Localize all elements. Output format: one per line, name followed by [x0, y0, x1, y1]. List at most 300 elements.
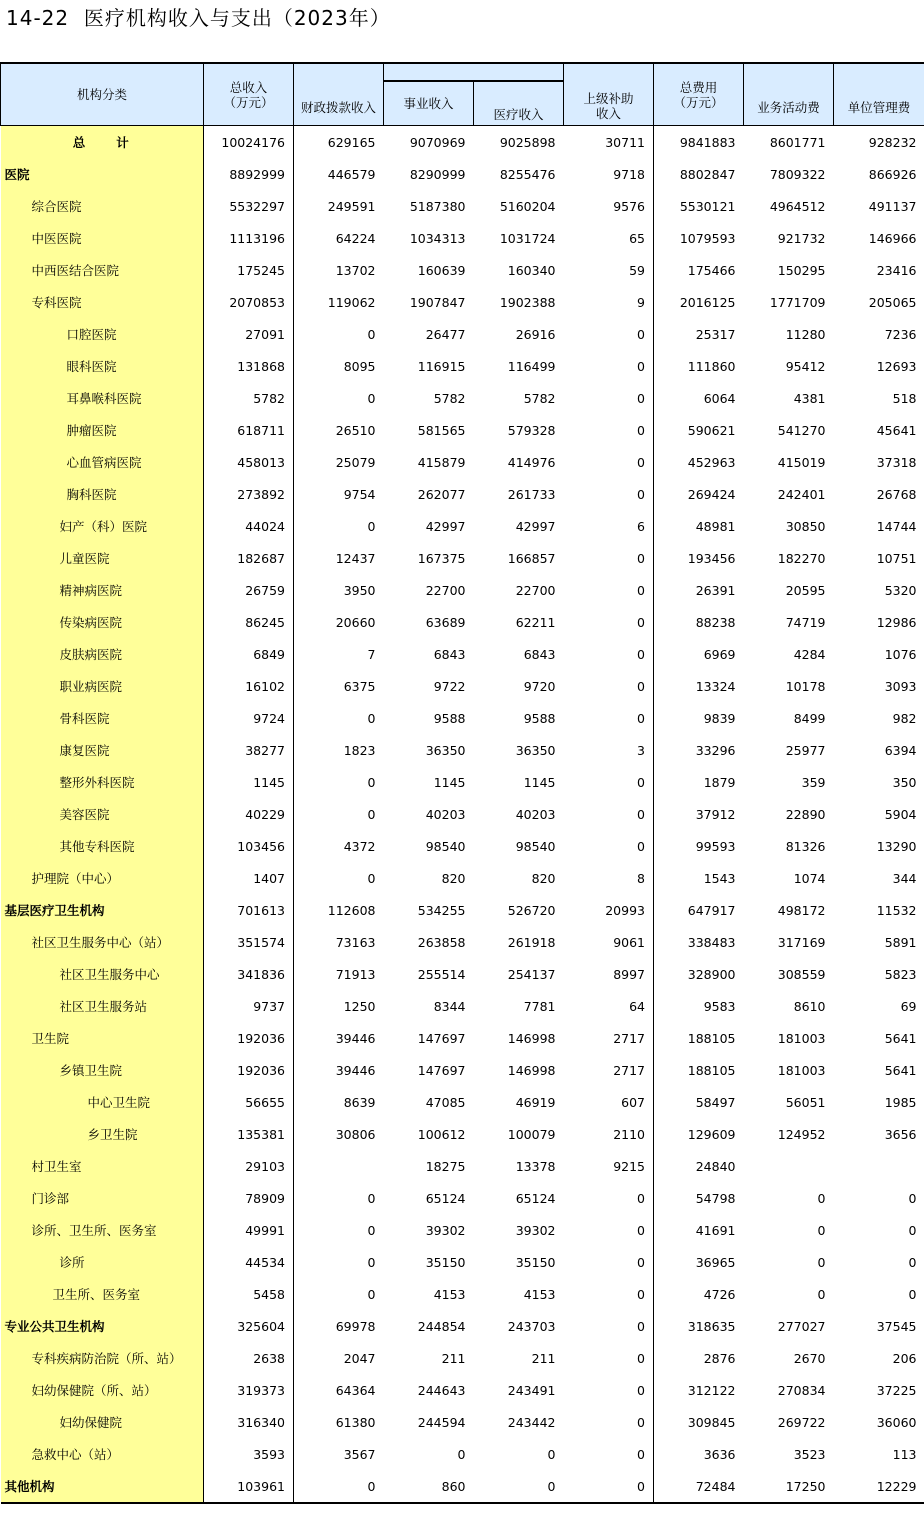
table-row — [1, 126, 924, 159]
value-cell: 0 — [908, 1222, 917, 1238]
value-cell: 534255 — [417, 902, 466, 918]
value-cell: 37912 — [695, 806, 736, 822]
value-cell: 273892 — [204, 478, 294, 510]
row-category-cell: 村卫生室 — [1, 1150, 204, 1182]
value-cell: 36060 — [876, 1414, 917, 1430]
value-cell: 69 — [900, 998, 917, 1014]
value-cell: 65124 — [515, 1190, 556, 1206]
value-cell: 37545 — [876, 1318, 917, 1334]
value-cell: 9754 — [343, 486, 376, 502]
value-cell: 860 — [384, 1470, 474, 1503]
value-cell: 99593 — [695, 838, 736, 854]
value-cell: 3593 — [204, 1438, 294, 1470]
value-cell: 8997 — [564, 958, 654, 990]
value-cell: 325604 — [204, 1310, 294, 1342]
value-cell: 211 — [531, 1350, 556, 1366]
row-category-cell: 妇幼保健院 — [1, 1406, 204, 1438]
value-cell: 39446 — [335, 1030, 376, 1046]
value-cell: 192036 — [204, 1054, 294, 1086]
value-cell: 95412 — [785, 358, 826, 374]
table-row — [1, 798, 924, 830]
value-cell: 579328 — [507, 422, 556, 438]
table-row — [1, 190, 924, 222]
value-cell: 10024176 — [204, 126, 294, 159]
value-cell: 0 — [564, 414, 654, 446]
value-cell: 44534 — [204, 1246, 294, 1278]
value-cell: 312122 — [687, 1382, 736, 1398]
value-cell: 270834 — [777, 1382, 826, 1398]
value-cell: 35150 — [515, 1254, 556, 1270]
value-cell: 20595 — [785, 582, 826, 598]
value-cell: 0 — [564, 1246, 654, 1278]
row-category-cell: 护理院（中心） — [1, 862, 204, 894]
value-cell: 5641 — [884, 1062, 917, 1078]
value-cell: 1907847 — [409, 294, 466, 310]
value-cell: 150295 — [777, 262, 826, 278]
value-cell: 4153 — [523, 1286, 556, 1302]
value-cell: 49991 — [204, 1214, 294, 1246]
value-cell: 618711 — [204, 414, 294, 446]
value-cell: 25317 — [695, 326, 736, 342]
value-cell: 25079 — [335, 454, 376, 470]
row-category-cell: 整形外科医院 — [1, 766, 204, 798]
value-cell: 182687 — [204, 542, 294, 574]
value-cell: 8255476 — [499, 166, 556, 182]
value-cell: 12986 — [876, 614, 917, 630]
value-cell: 0 — [817, 1190, 826, 1206]
row-category-cell: 心血管病医院 — [1, 446, 204, 478]
row-category-cell: 中医医院 — [1, 222, 204, 254]
value-cell: 13378 — [515, 1158, 556, 1174]
table-row — [1, 478, 924, 510]
table-row — [1, 318, 924, 350]
table-row — [1, 1374, 924, 1406]
value-cell: 9583 — [703, 998, 736, 1014]
row-category-cell: 肿瘤医院 — [1, 414, 204, 446]
header-group-blank — [384, 63, 564, 81]
row-category-cell: 卫生所、医务室 — [1, 1278, 204, 1310]
value-cell: 26477 — [425, 326, 466, 342]
value-cell: 9839 — [703, 710, 736, 726]
value-cell: 5782 — [523, 390, 556, 406]
value-cell: 0 — [294, 1470, 384, 1503]
value-cell: 3950 — [343, 582, 376, 598]
row-category-cell: 专科疾病防治院（所、站） — [1, 1342, 204, 1374]
table-row — [1, 766, 924, 798]
value-cell: 1250 — [343, 998, 376, 1014]
value-cell: 129609 — [687, 1126, 736, 1142]
value-cell: 5187380 — [409, 198, 466, 214]
value-cell: 103961 — [204, 1470, 294, 1503]
value-cell: 65 — [564, 222, 654, 254]
value-cell: 29103 — [204, 1150, 294, 1182]
table-row — [1, 286, 924, 318]
header-fiscal-income: 财政拨款收入 — [294, 63, 384, 126]
value-cell: 5891 — [884, 934, 917, 950]
value-cell: 701613 — [204, 894, 294, 926]
value-cell: 14744 — [876, 518, 917, 534]
value-cell: 22700 — [425, 582, 466, 598]
value-cell: 1034313 — [409, 230, 466, 246]
value-cell: 12437 — [335, 550, 376, 566]
value-cell: 607 — [564, 1086, 654, 1118]
value-cell: 1031724 — [499, 230, 556, 246]
value-cell: 0 — [367, 774, 376, 790]
value-cell: 0 — [547, 1446, 556, 1462]
value-cell: 359 — [801, 774, 826, 790]
value-cell: 928232 — [868, 134, 917, 150]
value-cell: 866926 — [868, 166, 917, 182]
value-cell: 0 — [564, 1342, 654, 1374]
value-cell: 3 — [564, 734, 654, 766]
value-cell: 10178 — [785, 678, 826, 694]
value-cell: 629165 — [327, 134, 376, 150]
row-category-cell: 专业公共卫生机构 — [1, 1310, 204, 1342]
row-category-cell: 其他专科医院 — [1, 830, 204, 862]
value-cell: 263858 — [417, 934, 466, 950]
value-cell: 0 — [564, 1310, 654, 1342]
value-cell: 261733 — [507, 486, 556, 502]
value-cell: 64 — [564, 990, 654, 1022]
value-cell: 182270 — [777, 550, 826, 566]
value-cell: 244643 — [417, 1382, 466, 1398]
table-row — [1, 222, 924, 254]
value-cell: 72484 — [654, 1470, 744, 1503]
value-cell: 0 — [564, 638, 654, 670]
value-cell: 452963 — [687, 454, 736, 470]
value-cell: 58497 — [695, 1094, 736, 1110]
value-cell: 269722 — [777, 1414, 826, 1430]
value-cell: 0 — [564, 1470, 654, 1503]
value-cell: 37318 — [876, 454, 917, 470]
value-cell: 243491 — [507, 1382, 556, 1398]
row-category-cell: 总 计 — [1, 126, 204, 159]
table-row — [1, 926, 924, 958]
value-cell: 581565 — [417, 422, 466, 438]
value-cell: 0 — [817, 1286, 826, 1302]
value-cell: 88238 — [695, 614, 736, 630]
value-cell: 41691 — [695, 1222, 736, 1238]
value-cell: 249591 — [327, 198, 376, 214]
value-cell: 98540 — [515, 838, 556, 854]
row-category-cell: 门诊部 — [1, 1182, 204, 1214]
value-cell: 8499 — [793, 710, 826, 726]
value-cell: 0 — [564, 830, 654, 862]
value-cell: 4153 — [433, 1286, 466, 1302]
row-category-cell: 医院 — [1, 158, 204, 190]
value-cell: 9070969 — [409, 134, 466, 150]
value-cell: 35150 — [425, 1254, 466, 1270]
value-cell: 0 — [367, 326, 376, 342]
value-cell: 39446 — [335, 1062, 376, 1078]
value-cell: 2016125 — [679, 294, 736, 310]
header-subsidy-income: 上级补助 收入 — [564, 63, 654, 126]
value-cell: 9576 — [564, 190, 654, 222]
value-cell: 26768 — [876, 486, 917, 502]
value-cell: 0 — [564, 670, 654, 702]
value-cell — [744, 1150, 834, 1182]
value-cell: 25977 — [785, 742, 826, 758]
value-cell: 7 — [367, 646, 376, 662]
table-row — [1, 574, 924, 606]
table-row — [1, 1054, 924, 1086]
value-cell: 9 — [564, 286, 654, 318]
table-row — [1, 350, 924, 382]
value-cell: 42997 — [425, 518, 466, 534]
value-cell: 4372 — [343, 838, 376, 854]
value-cell: 1879 — [703, 774, 736, 790]
value-cell: 40203 — [515, 806, 556, 822]
value-cell: 188105 — [687, 1062, 736, 1078]
value-cell: 59 — [564, 254, 654, 286]
value-cell: 414976 — [507, 454, 556, 470]
value-cell: 0 — [908, 1254, 917, 1270]
row-category-cell: 职业病医院 — [1, 670, 204, 702]
row-category-cell: 社区卫生服务站 — [1, 990, 204, 1022]
value-cell: 74719 — [785, 614, 826, 630]
value-cell: 982 — [892, 710, 917, 726]
table-row — [1, 606, 924, 638]
value-cell: 27091 — [204, 318, 294, 350]
value-cell: 0 — [564, 1438, 654, 1470]
value-cell: 100612 — [417, 1126, 466, 1142]
value-cell: 175466 — [687, 262, 736, 278]
value-cell: 9588 — [433, 710, 466, 726]
value-cell: 541270 — [777, 422, 826, 438]
value-cell: 0 — [564, 1278, 654, 1310]
value-cell: 64364 — [335, 1382, 376, 1398]
value-cell: 0 — [564, 542, 654, 574]
value-cell: 518 — [892, 390, 917, 406]
value-cell: 46919 — [515, 1094, 556, 1110]
value-cell: 13290 — [876, 838, 917, 854]
value-cell: 86245 — [204, 606, 294, 638]
value-cell: 4381 — [793, 390, 826, 406]
table-row — [1, 1086, 924, 1118]
value-cell: 124952 — [777, 1126, 826, 1142]
value-cell: 116915 — [417, 358, 466, 374]
value-cell: 269424 — [687, 486, 736, 502]
row-category-cell: 儿童医院 — [1, 542, 204, 574]
value-cell: 6394 — [884, 742, 917, 758]
row-category-cell: 专科医院 — [1, 286, 204, 318]
page-title: 14-22 医疗机构收入与支出（2023年） — [6, 6, 391, 30]
value-cell: 5782 — [433, 390, 466, 406]
value-cell: 7236 — [884, 326, 917, 342]
value-cell: 98540 — [425, 838, 466, 854]
value-cell: 181003 — [777, 1062, 826, 1078]
table-row — [1, 414, 924, 446]
value-cell: 0 — [564, 350, 654, 382]
value-cell: 9025898 — [499, 134, 556, 150]
value-cell: 6843 — [433, 646, 466, 662]
value-cell: 39302 — [515, 1222, 556, 1238]
value-cell: 146998 — [507, 1030, 556, 1046]
value-cell: 9737 — [204, 990, 294, 1022]
row-category-cell: 社区卫生服务中心 — [1, 958, 204, 990]
value-cell: 3636 — [703, 1446, 736, 1462]
row-category-cell: 乡镇卫生院 — [1, 1054, 204, 1086]
value-cell: 0 — [367, 1254, 376, 1270]
value-cell: 30850 — [785, 518, 826, 534]
table-row — [1, 638, 924, 670]
value-cell: 921732 — [777, 230, 826, 246]
value-cell: 0 — [564, 382, 654, 414]
table-row — [1, 1470, 924, 1503]
table-row — [1, 1310, 924, 1342]
value-cell: 71913 — [335, 966, 376, 982]
value-cell: 2717 — [564, 1022, 654, 1054]
value-cell: 9724 — [204, 702, 294, 734]
row-category-cell: 诊所、卫生所、医务室 — [1, 1214, 204, 1246]
value-cell: 111860 — [687, 358, 736, 374]
value-cell: 820 — [531, 870, 556, 886]
header-total-income: 总收入 （万元） — [204, 63, 294, 126]
value-cell: 590621 — [687, 422, 736, 438]
income-expense-table — [0, 62, 924, 1504]
value-cell: 73163 — [335, 934, 376, 950]
value-cell: 5782 — [204, 382, 294, 414]
value-cell: 319373 — [204, 1374, 294, 1406]
row-category-cell: 妇产（科）医院 — [1, 510, 204, 542]
table-row — [1, 958, 924, 990]
table-row — [1, 542, 924, 574]
value-cell: 1113196 — [204, 222, 294, 254]
value-cell: 22890 — [785, 806, 826, 822]
value-cell: 498172 — [777, 902, 826, 918]
header-total-expense: 总费用 （万元） — [654, 63, 744, 126]
value-cell: 308559 — [777, 966, 826, 982]
value-cell: 4964512 — [769, 198, 826, 214]
value-cell: 56655 — [204, 1086, 294, 1118]
value-cell: 146966 — [868, 230, 917, 246]
row-category-cell: 眼科医院 — [1, 350, 204, 382]
value-cell: 0 — [564, 318, 654, 350]
value-cell: 54798 — [695, 1190, 736, 1206]
value-cell: 243703 — [507, 1318, 556, 1334]
value-cell: 9720 — [523, 678, 556, 694]
value-cell: 40203 — [425, 806, 466, 822]
value-cell: 243442 — [507, 1414, 556, 1430]
value-cell: 309845 — [687, 1414, 736, 1430]
value-cell: 100079 — [507, 1126, 556, 1142]
value-cell: 458013 — [204, 446, 294, 478]
row-category-cell: 传染病医院 — [1, 606, 204, 638]
header-category: 机构分类 — [1, 63, 204, 126]
row-category-cell: 急救中心（站） — [1, 1438, 204, 1470]
table-row — [1, 1278, 924, 1310]
row-category-cell: 胸科医院 — [1, 478, 204, 510]
value-cell: 26510 — [335, 422, 376, 438]
value-cell — [294, 1150, 384, 1182]
value-cell: 0 — [564, 1182, 654, 1214]
value-cell: 160639 — [417, 262, 466, 278]
value-cell: 5532297 — [204, 190, 294, 222]
value-cell: 2047 — [343, 1350, 376, 1366]
value-cell: 3093 — [884, 678, 917, 694]
table-row — [1, 382, 924, 414]
value-cell: 81326 — [785, 838, 826, 854]
header-medical-income: 医疗收入 — [474, 81, 564, 126]
value-cell: 244854 — [417, 1318, 466, 1334]
value-cell: 103456 — [204, 830, 294, 862]
value-cell: 2717 — [564, 1054, 654, 1086]
row-category-cell: 妇幼保健院（所、站） — [1, 1374, 204, 1406]
value-cell: 40229 — [204, 798, 294, 830]
value-cell: 0 — [817, 1254, 826, 1270]
row-category-cell: 康复医院 — [1, 734, 204, 766]
value-cell: 47085 — [425, 1094, 466, 1110]
value-cell: 1145 — [523, 774, 556, 790]
value-cell: 0 — [564, 1214, 654, 1246]
value-cell: 5458 — [204, 1278, 294, 1310]
value-cell: 647917 — [687, 902, 736, 918]
value-cell: 16102 — [204, 670, 294, 702]
table-row — [1, 990, 924, 1022]
value-cell: 316340 — [204, 1406, 294, 1438]
value-cell: 0 — [564, 798, 654, 830]
value-cell — [834, 1150, 924, 1182]
value-cell: 181003 — [777, 1030, 826, 1046]
value-cell: 45641 — [876, 422, 917, 438]
value-cell: 1074 — [793, 870, 826, 886]
value-cell: 119062 — [327, 294, 376, 310]
value-cell: 22700 — [515, 582, 556, 598]
value-cell: 0 — [367, 710, 376, 726]
table-row — [1, 862, 924, 894]
table-body — [1, 126, 924, 1504]
value-cell: 820 — [441, 870, 466, 886]
value-cell: 0 — [474, 1470, 564, 1503]
table-row — [1, 1150, 924, 1182]
value-cell: 12229 — [834, 1470, 924, 1503]
value-cell: 5823 — [884, 966, 917, 982]
value-cell: 344 — [892, 870, 917, 886]
value-cell: 7781 — [523, 998, 556, 1014]
value-cell: 317169 — [777, 934, 826, 950]
value-cell: 160340 — [507, 262, 556, 278]
value-cell: 13324 — [695, 678, 736, 694]
value-cell: 39302 — [425, 1222, 466, 1238]
value-cell: 3567 — [343, 1446, 376, 1462]
value-cell: 26759 — [204, 574, 294, 606]
value-cell: 5904 — [884, 806, 917, 822]
table-row — [1, 1214, 924, 1246]
value-cell: 7809322 — [769, 166, 826, 182]
table-row — [1, 158, 924, 190]
value-cell: 277027 — [777, 1318, 826, 1334]
value-cell: 211 — [441, 1350, 466, 1366]
value-cell: 4726 — [703, 1286, 736, 1302]
value-cell: 4284 — [793, 646, 826, 662]
value-cell: 0 — [564, 1406, 654, 1438]
value-cell: 206 — [892, 1350, 917, 1366]
value-cell: 0 — [564, 1374, 654, 1406]
table-row — [1, 1438, 924, 1470]
value-cell: 8344 — [433, 998, 466, 1014]
value-cell: 526720 — [507, 902, 556, 918]
value-cell: 18275 — [425, 1158, 466, 1174]
value-cell: 37225 — [876, 1382, 917, 1398]
value-cell: 65124 — [425, 1190, 466, 1206]
value-cell: 48981 — [695, 518, 736, 534]
table-row — [1, 1406, 924, 1438]
value-cell: 12693 — [876, 358, 917, 374]
row-category-cell: 中心卫生院 — [1, 1086, 204, 1118]
value-cell: 255514 — [417, 966, 466, 982]
value-cell: 8639 — [343, 1094, 376, 1110]
value-cell: 9718 — [564, 158, 654, 190]
